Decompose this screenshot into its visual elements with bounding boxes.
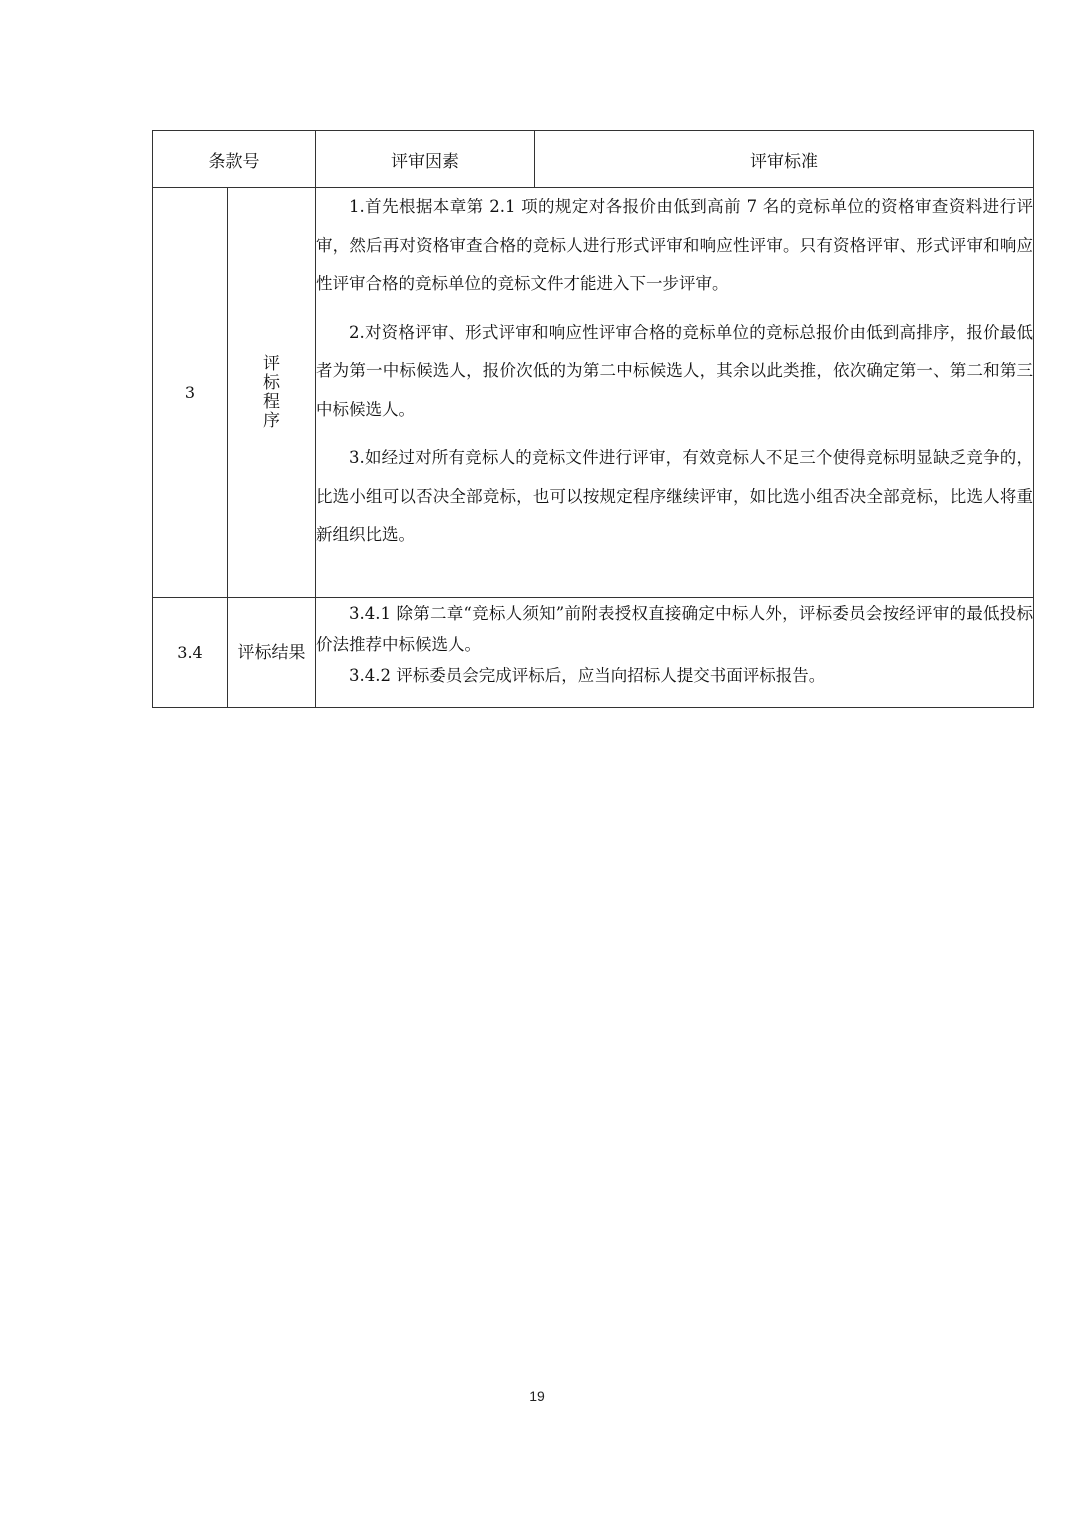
standard-paragraph: 3.如经过对所有竞标人的竞标文件进行评审，有效竞标人不足三个使得竞标明显缺乏竞争的，比选小组可以否决全部竞标，也可以按规定程序继续评审，如比选小组否决全部竞标，比选人将重新组织比选。 xyxy=(316,448,1033,544)
standard-paragraph: 2.对资格评审、形式评审和响应性评审合格的竞标单位的竞标总报价由低到高排序，报价最低者为第一中标候选人，报价次低的为第二中标候选人，其余以此类推，依次确定第一、第二和第三中标候选人。 xyxy=(316,322,1033,419)
review-standard xyxy=(316,188,1034,598)
review-factor: 评标结果 xyxy=(228,598,316,708)
clause-number: 3.4 xyxy=(153,598,228,708)
clause-number: 3 xyxy=(153,188,228,598)
factor-char: 评 xyxy=(263,353,280,374)
table-row xyxy=(153,598,1034,708)
factor-char: 序 xyxy=(263,410,280,431)
header-factor: 评审因素 xyxy=(316,131,535,188)
standard-paragraph: 1.首先根据本章第 2.1 项的规定对各报价由低到高前 7 名的竞标单位的资格审查资料进行评审，然后再对资格审查合格的竞标人进行形式评审和响应性评审。只有资格评审、形式评审和响应性评审合格的竞标单位的竞标文件才能进入下一步评审。 xyxy=(316,197,1033,293)
factor-char: 程 xyxy=(263,391,280,412)
factor-char: 标 xyxy=(263,372,280,393)
page-number: 19 xyxy=(529,1388,545,1404)
standard-paragraph: 3.4.1 除第二章“竞标人须知”前附表授权直接确定中标人外，评标委员会按经评审的最低投标价法推荐中标候选人。 xyxy=(316,604,1033,654)
review-factor xyxy=(228,188,316,598)
header-clause-no: 条款号 xyxy=(153,131,316,188)
header-standard: 评审标准 xyxy=(535,131,1034,188)
table-row xyxy=(153,188,1034,598)
table-header-row xyxy=(153,131,1034,188)
review-standard xyxy=(316,598,1034,708)
review-standards-table xyxy=(152,130,1034,708)
standard-paragraph: 3.4.2 评标委员会完成评标后，应当向招标人提交书面评标报告。 xyxy=(349,666,826,685)
